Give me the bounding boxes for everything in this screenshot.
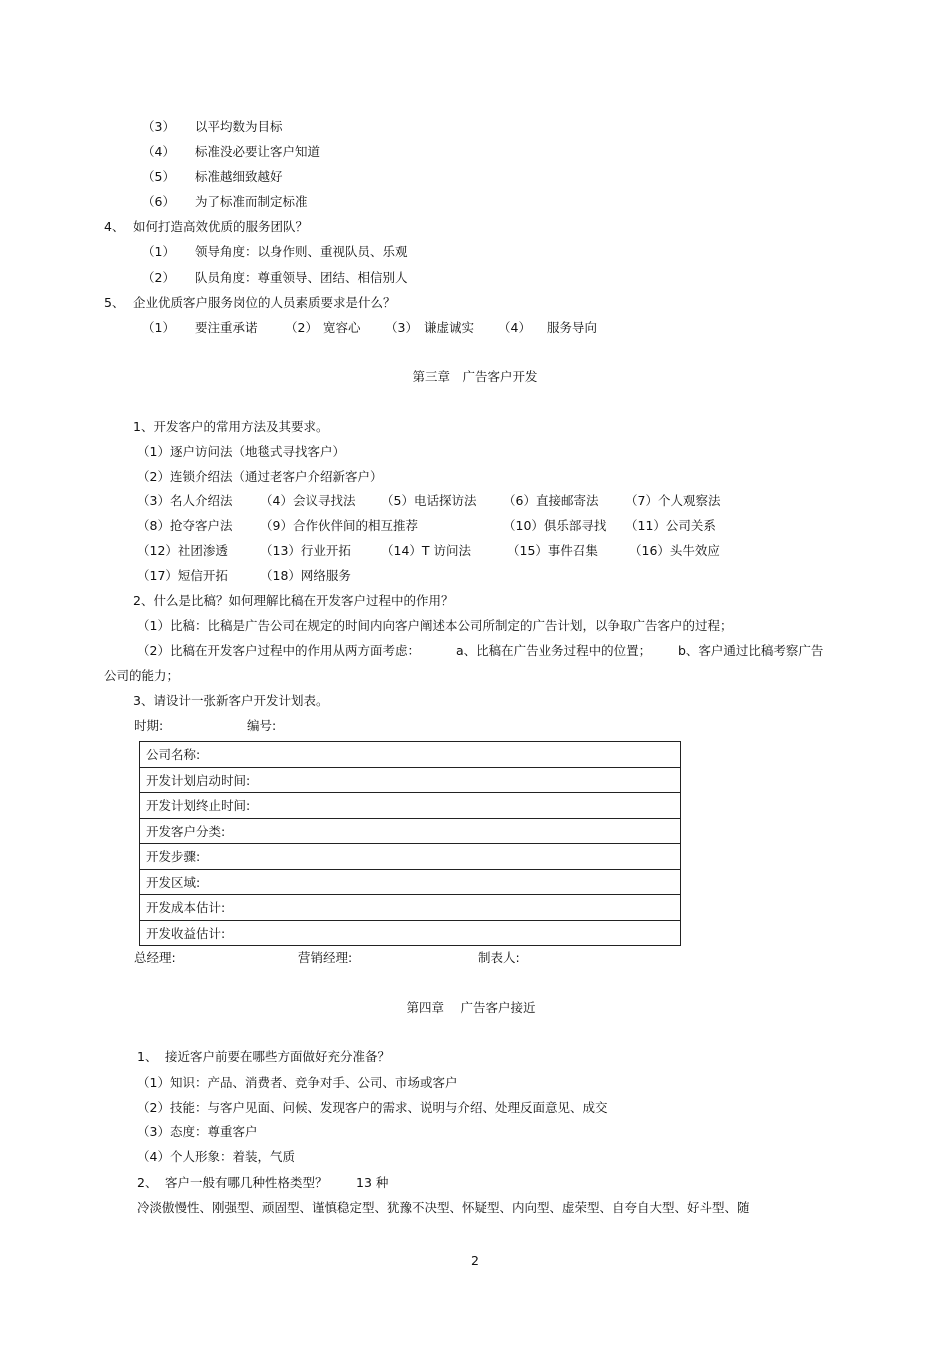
method-item: （9）合作伙伴间的相互推荐: [260, 518, 418, 533]
question-num: 1、: [137, 1049, 158, 1064]
method-item: （18）网络服务: [260, 568, 351, 583]
question-text: 客户一般有哪几种性格类型？: [165, 1175, 328, 1190]
form-number-label: 编号:: [247, 718, 277, 733]
chapter-title: 第三章 广告客户开发: [412, 369, 538, 384]
answer-text: （3）态度：尊重客户: [137, 1124, 258, 1139]
answer-text: 冷淡傲慢性、刚强型、顽固型、谨慎稳定型、犹豫不决型、怀疑型、内向型、虚荣型、自夸自大型、好斗型、随: [137, 1200, 750, 1215]
list-item: 标准没必要让客户知道: [195, 144, 321, 159]
type-count: 13 种: [356, 1175, 389, 1190]
table-row: [140, 793, 681, 819]
signature-label: 营销经理:: [298, 950, 353, 965]
answer-text: （2）比稿在开发客户过程中的作用从两方面考虑：: [137, 643, 420, 658]
list-item: 标准越细致越好: [195, 169, 283, 184]
list-num: （3）: [142, 119, 175, 134]
question-text: 2、什么是比稿？如何理解比稿在开发客户过程中的作用？: [133, 593, 454, 608]
chapter-title: 第四章 广告客户接近: [406, 1000, 536, 1015]
method-item: （4）会议寻找法: [260, 493, 356, 508]
list-item: 服务导向: [547, 320, 598, 335]
method-item: （10）俱乐部寻找: [503, 518, 607, 533]
answer-text: （2）技能：与客户见面、问候、发现客户的需求、说明与介绍、处理反面意见、成交: [137, 1100, 608, 1115]
table-cell: 开发计划启动时间:: [140, 767, 681, 793]
method-item: （6）直接邮寄法: [503, 493, 599, 508]
list-num: （6）: [142, 194, 175, 209]
answer-text: （1）知识：产品、消费者、竞争对手、公司、市场或客户: [137, 1075, 458, 1090]
list-item: （1）逐户访问法（地毯式寻找客户）: [137, 444, 345, 459]
table-row: [140, 818, 681, 844]
list-item: （2）连锁介绍法（通过老客户介绍新客户）: [137, 469, 383, 484]
table-row: [140, 767, 681, 793]
answer-text: b、客户通过比稿考察广告: [678, 643, 824, 658]
method-item: （15）事件召集: [507, 543, 598, 558]
method-item: （14）T 访问法: [381, 543, 472, 558]
method-item: （12）社团渗透: [137, 543, 228, 558]
method-item: （13）行业开拓: [260, 543, 351, 558]
list-num: （5）: [142, 169, 175, 184]
question-text: 企业优质客户服务岗位的人员素质要求是什么？: [133, 295, 396, 310]
question-text: 3、请设计一张新客户开发计划表。: [133, 693, 329, 708]
table-row: [140, 844, 681, 870]
method-item: （3）名人介绍法: [137, 493, 233, 508]
question-num: 4、: [104, 219, 125, 234]
page-number: 2: [471, 1253, 479, 1268]
list-item: 领导角度：以身作则、重视队员、乐观: [195, 244, 408, 259]
table-row: [140, 869, 681, 895]
list-num: （1）: [142, 244, 175, 259]
question-text: 接近客户前要在哪些方面做好充分准备？: [165, 1049, 391, 1064]
method-item: （17）短信开拓: [137, 568, 228, 583]
answer-text: 公司的能力；: [104, 668, 180, 683]
table-cell: 开发区域:: [140, 869, 681, 895]
method-item: （7）个人观察法: [625, 493, 721, 508]
table-row: [140, 742, 681, 768]
method-item: （8）抢夺客户法: [137, 518, 233, 533]
question-num: 5、: [104, 295, 125, 310]
answer-text: a、比稿在广告业务过程中的位置；: [456, 643, 652, 658]
list-num: （1）: [142, 320, 175, 335]
table-row: [140, 920, 681, 946]
list-num: （4）: [498, 320, 531, 335]
table-cell: 开发收益估计:: [140, 920, 681, 946]
list-num: （3）: [385, 320, 418, 335]
signature-label: 制表人:: [478, 950, 520, 965]
answer-text: （4）个人形象：着装，气质: [137, 1149, 295, 1164]
list-item: 要注重承诺: [195, 320, 258, 335]
list-num: （2）: [285, 320, 318, 335]
client-plan-table: [139, 741, 681, 946]
table-cell: 开发计划终止时间:: [140, 793, 681, 819]
method-item: （16）头牛效应: [629, 543, 720, 558]
list-item: 为了标准而制定标准: [195, 194, 308, 209]
question-text: 1、开发客户的常用方法及其要求。: [133, 419, 329, 434]
table-cell: 开发步骤:: [140, 844, 681, 870]
table-cell: 公司名称:: [140, 742, 681, 768]
list-item: 谦虚诚实: [424, 320, 475, 335]
table-cell: 开发客户分类:: [140, 818, 681, 844]
question-text: 如何打造高效优质的服务团队？: [133, 219, 309, 234]
list-num: （4）: [142, 144, 175, 159]
list-item: 以平均数为目标: [195, 119, 283, 134]
method-item: （5）电话探访法: [381, 493, 477, 508]
method-item: （11）公司关系: [625, 518, 716, 533]
table-cell: 开发成本估计:: [140, 895, 681, 921]
list-item: 队员角度：尊重领导、团结、相信别人: [195, 270, 408, 285]
list-item: 宽容心: [323, 320, 361, 335]
answer-text: （1）比稿：比稿是广告公司在规定的时间内向客户阐述本公司所制定的广告计划，以争取广告客户的过程；: [137, 618, 733, 633]
list-num: （2）: [142, 270, 175, 285]
form-date-label: 时期:: [134, 718, 164, 733]
signature-label: 总经理:: [134, 950, 176, 965]
question-num: 2、: [137, 1175, 158, 1190]
table-row: [140, 895, 681, 921]
